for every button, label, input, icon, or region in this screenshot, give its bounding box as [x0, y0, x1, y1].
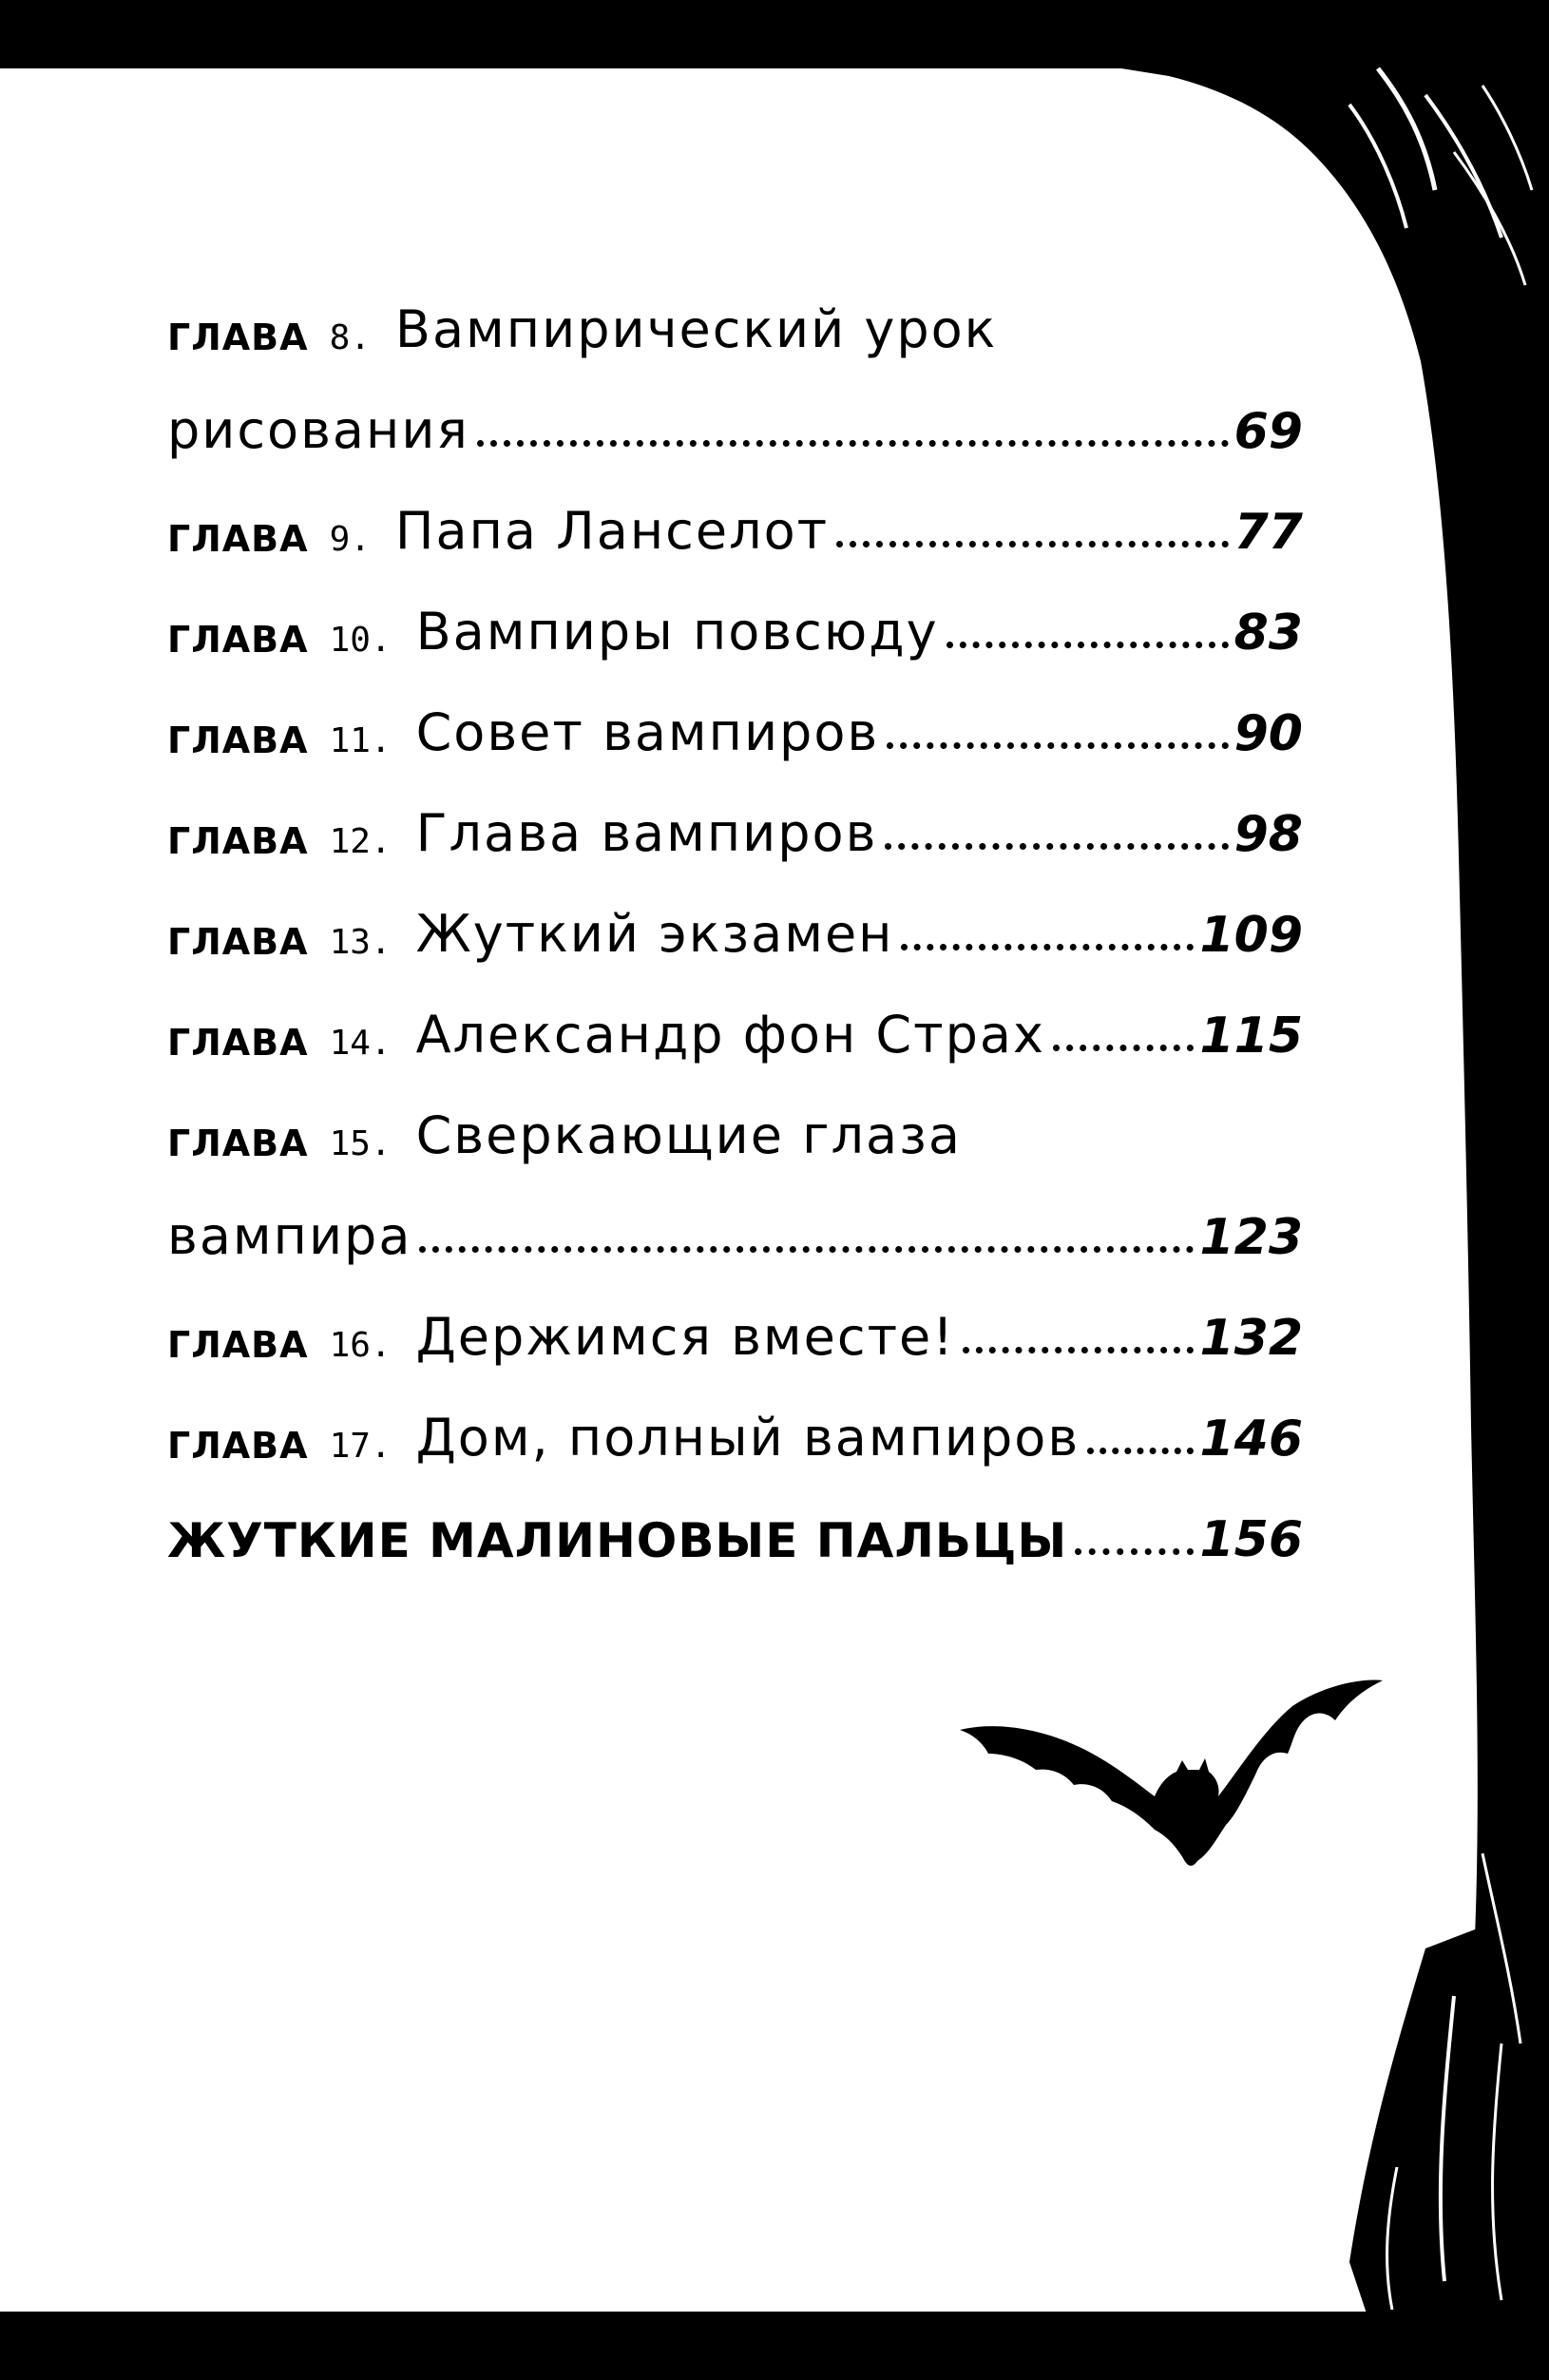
toc-entry-8[interactable]	[167, 255, 1303, 359]
chapter-number: 15.	[329, 1124, 392, 1163]
chapter-number: 14.	[329, 1024, 392, 1063]
toc-entry-14[interactable]	[167, 960, 1303, 1065]
dot-leader	[1075, 1548, 1194, 1555]
chapter-title: Вампиры повсюду	[415, 602, 939, 662]
toc-entry-16[interactable]	[167, 1262, 1303, 1367]
dot-leader	[963, 1347, 1195, 1353]
page-number: 146	[1199, 1411, 1303, 1468]
page-number: 156	[1199, 1511, 1303, 1568]
toc-entry-9[interactable]	[167, 456, 1303, 561]
bat-icon	[960, 1673, 1387, 1882]
toc-entry-15-continued[interactable]	[167, 1161, 1303, 1266]
dot-leader	[901, 944, 1194, 950]
chapter-number: 11.	[329, 721, 392, 760]
table-of-contents	[167, 255, 1303, 1568]
chapter-title: Держимся вместе!	[415, 1307, 955, 1367]
chapter-number: 13.	[329, 923, 392, 962]
chapter-title: Александр фон Страх	[415, 1005, 1045, 1065]
chapter-label: ГЛАВА	[167, 518, 309, 560]
chapter-label: ГЛАВА	[167, 720, 309, 761]
toc-entry-17[interactable]	[167, 1363, 1303, 1468]
page-number: 123	[1199, 1209, 1303, 1266]
dot-leader	[885, 843, 1228, 850]
chapter-title: Папа Ланселот	[394, 501, 830, 561]
chapter-title-continued: рисования	[167, 400, 469, 460]
dot-leader	[477, 440, 1229, 447]
chapter-title: Вампирический урок	[394, 299, 998, 359]
dot-leader	[887, 742, 1228, 749]
chapter-label: ГЛАВА	[167, 921, 309, 963]
toc-entry-special[interactable]	[167, 1464, 1303, 1568]
page-number: 132	[1199, 1310, 1303, 1367]
toc-entry-11[interactable]	[167, 658, 1303, 762]
chapter-label: ГЛАВА	[167, 1425, 309, 1467]
page-number: 115	[1199, 1008, 1303, 1065]
chapter-number: 9.	[329, 520, 371, 559]
chapter-number: 12.	[329, 822, 392, 861]
page-number: 77	[1233, 504, 1303, 561]
toc-entry-8-continued[interactable]	[167, 355, 1303, 460]
chapter-label: ГЛАВА	[167, 1324, 309, 1366]
chapter-title-continued: вампира	[167, 1206, 412, 1266]
chapter-number: 8.	[329, 318, 371, 357]
chapter-number: 16.	[329, 1326, 392, 1365]
toc-entry-13[interactable]	[167, 859, 1303, 964]
chapter-title: Сверкающие глаза	[415, 1105, 962, 1165]
chapter-label: ГЛАВА	[167, 820, 309, 862]
chapter-label: ГЛАВА	[167, 317, 309, 358]
toc-entry-15[interactable]	[167, 1061, 1303, 1165]
section-title: ЖУТКИЕ МАЛИНОВЫЕ ПАЛЬЦЫ	[167, 1513, 1068, 1568]
page-number: 69	[1233, 403, 1303, 460]
toc-entry-12[interactable]	[167, 758, 1303, 863]
dot-leader	[1087, 1448, 1194, 1454]
dot-leader	[419, 1246, 1194, 1253]
chapter-number: 17.	[329, 1427, 392, 1466]
chapter-number: 10.	[329, 621, 392, 660]
chapter-label: ГЛАВА	[167, 1022, 309, 1064]
page-number: 83	[1233, 605, 1303, 662]
chapter-title: Совет вампиров	[415, 702, 880, 762]
dot-leader	[1053, 1045, 1195, 1051]
chapter-title: Глава вампиров	[415, 803, 878, 863]
page-number: 98	[1233, 806, 1303, 863]
chapter-title: Жуткий экзамен	[415, 904, 894, 964]
chapter-title: Дом, полный вампиров	[415, 1408, 1080, 1468]
chapter-label: ГЛАВА	[167, 619, 309, 661]
chapter-label: ГЛАВА	[167, 1123, 309, 1164]
page-number: 90	[1233, 705, 1303, 762]
toc-entry-10[interactable]	[167, 557, 1303, 662]
dot-leader	[947, 642, 1229, 648]
page-number: 109	[1199, 907, 1303, 964]
dot-leader	[836, 541, 1229, 547]
